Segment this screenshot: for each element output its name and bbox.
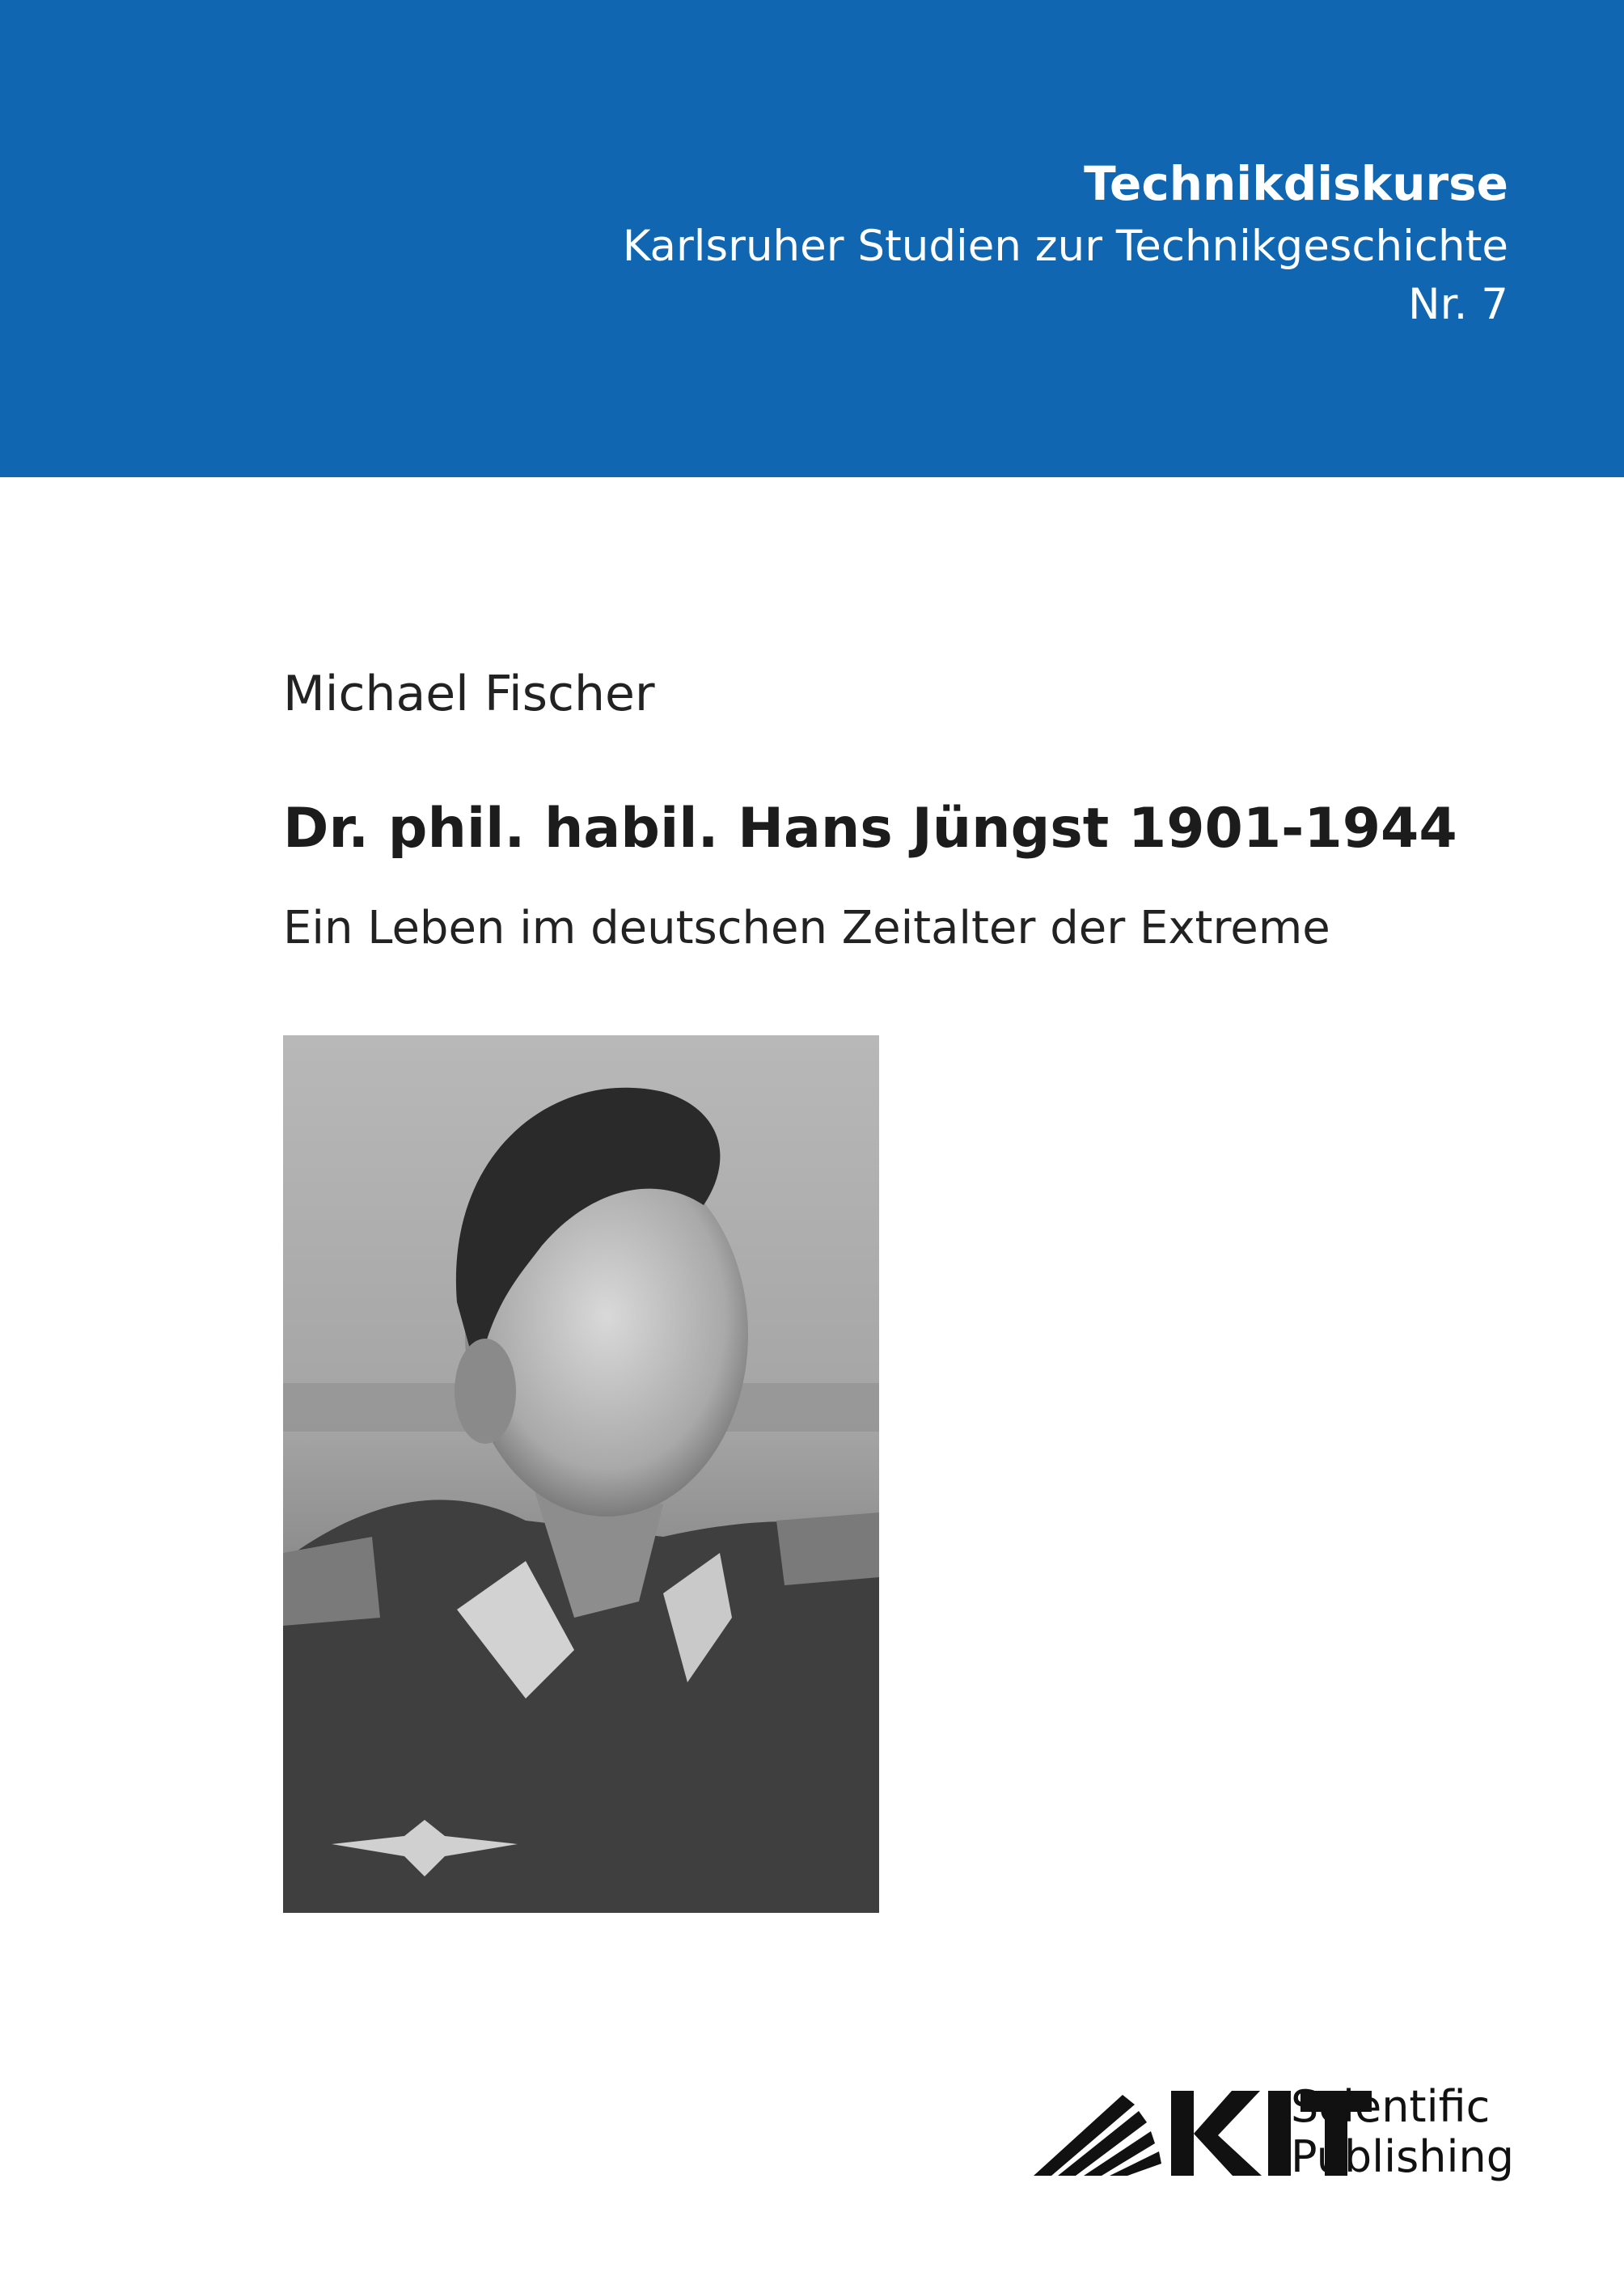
- publisher-line-1: Scientific: [1291, 2081, 1491, 2132]
- series-band: [0, 0, 1624, 477]
- author-name: Michael Fischer: [283, 666, 655, 722]
- portrait-image: [283, 1035, 879, 1913]
- book-title: Dr. phil. habil. Hans Jüngst 1901-1944: [283, 797, 1457, 861]
- publisher-line-2: Publishing: [1291, 2131, 1514, 2182]
- series-name: Technikdiskurse: [1084, 156, 1508, 211]
- series-number: Nr. 7: [1408, 280, 1508, 329]
- book-subtitle: Ein Leben im deutschen Zeitalter der Extreme: [283, 902, 1330, 954]
- series-block: [623, 147, 1508, 336]
- publisher-name: [1291, 2082, 1514, 2182]
- portrait-photo: [283, 1035, 879, 1913]
- series-subtitle: Karlsruher Studien zur Technikgeschichte: [622, 222, 1508, 271]
